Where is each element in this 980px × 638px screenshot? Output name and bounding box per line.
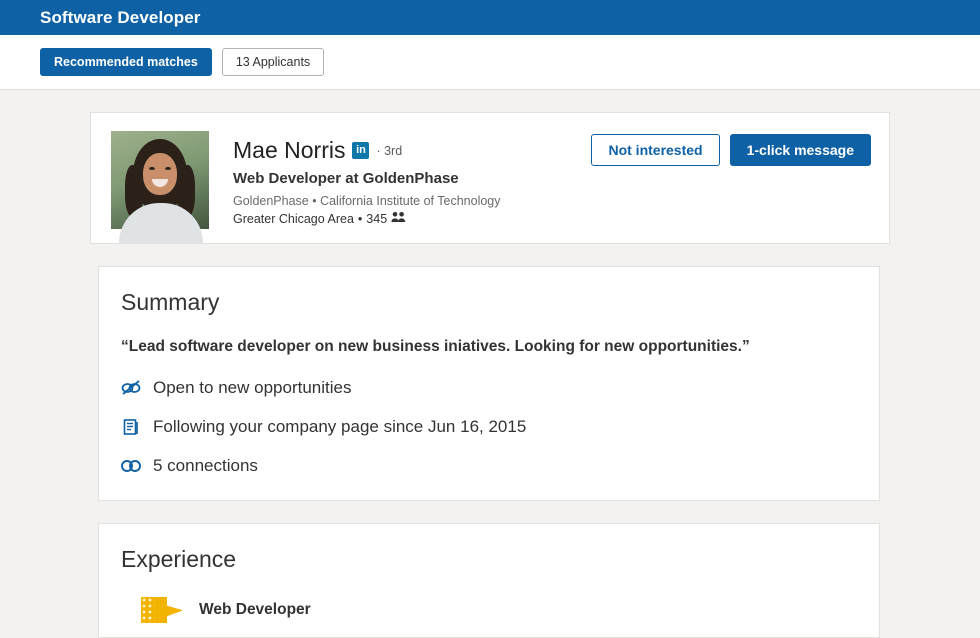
fact-following-company bbox=[121, 417, 857, 437]
app-header bbox=[0, 0, 980, 35]
tab-recommended-matches-label: Recommended matches bbox=[54, 55, 198, 69]
fact-connections bbox=[121, 456, 857, 476]
fact-following-company-label: Following your company page since Jun 16, 2015 bbox=[153, 417, 527, 436]
profile-connection-count: 345 bbox=[366, 211, 388, 226]
profile-info bbox=[233, 131, 501, 226]
tab-applicants-label: 13 Applicants bbox=[235, 55, 311, 69]
one-click-message-button[interactable] bbox=[730, 134, 871, 166]
profile-headline: Web Developer at GoldenPhase bbox=[233, 170, 459, 187]
profile-name-row bbox=[233, 137, 501, 164]
profile-card bbox=[90, 112, 890, 244]
not-interested-button[interactable] bbox=[591, 134, 719, 166]
summary-quote: “Lead software developer on new business iniatives. Looking for new opportunities.” bbox=[121, 338, 750, 355]
not-interested-label: Not interested bbox=[608, 142, 703, 158]
people-icon bbox=[391, 211, 406, 226]
page-title: Software Developer bbox=[40, 7, 201, 27]
page-body bbox=[0, 90, 980, 618]
avatar[interactable] bbox=[111, 131, 209, 229]
experience-title: Experience bbox=[121, 546, 237, 572]
fact-connections-label: 5 connections bbox=[153, 456, 258, 475]
fact-open-to-opportunities-label: Open to new opportunities bbox=[153, 378, 352, 397]
goldenphase-logo-icon bbox=[141, 595, 183, 629]
meta-separator: • bbox=[357, 211, 363, 226]
summary-card bbox=[98, 266, 880, 501]
tab-applicants[interactable] bbox=[222, 48, 324, 76]
connection-degree: · 3rd bbox=[376, 143, 403, 158]
profile-location-row bbox=[233, 211, 501, 226]
experience-role: Web Developer bbox=[199, 601, 311, 618]
profile-location: Greater Chicago Area bbox=[233, 211, 354, 226]
connections-icon bbox=[121, 456, 141, 476]
profile-name[interactable]: Mae Norris bbox=[233, 137, 346, 163]
linkedin-icon: in bbox=[352, 142, 369, 159]
profile-actions bbox=[591, 134, 871, 166]
open-to-opportunities-icon bbox=[121, 378, 141, 398]
fact-open-to-opportunities bbox=[121, 378, 857, 398]
tab-bar bbox=[0, 35, 980, 90]
company-page-icon bbox=[121, 417, 141, 437]
experience-item bbox=[121, 595, 857, 629]
tab-recommended-matches[interactable] bbox=[40, 48, 212, 76]
profile-affiliations: GoldenPhase • California Institute of Technology bbox=[233, 194, 501, 208]
experience-card bbox=[98, 523, 880, 638]
one-click-message-label: 1-click message bbox=[746, 142, 854, 158]
summary-title: Summary bbox=[121, 289, 220, 315]
